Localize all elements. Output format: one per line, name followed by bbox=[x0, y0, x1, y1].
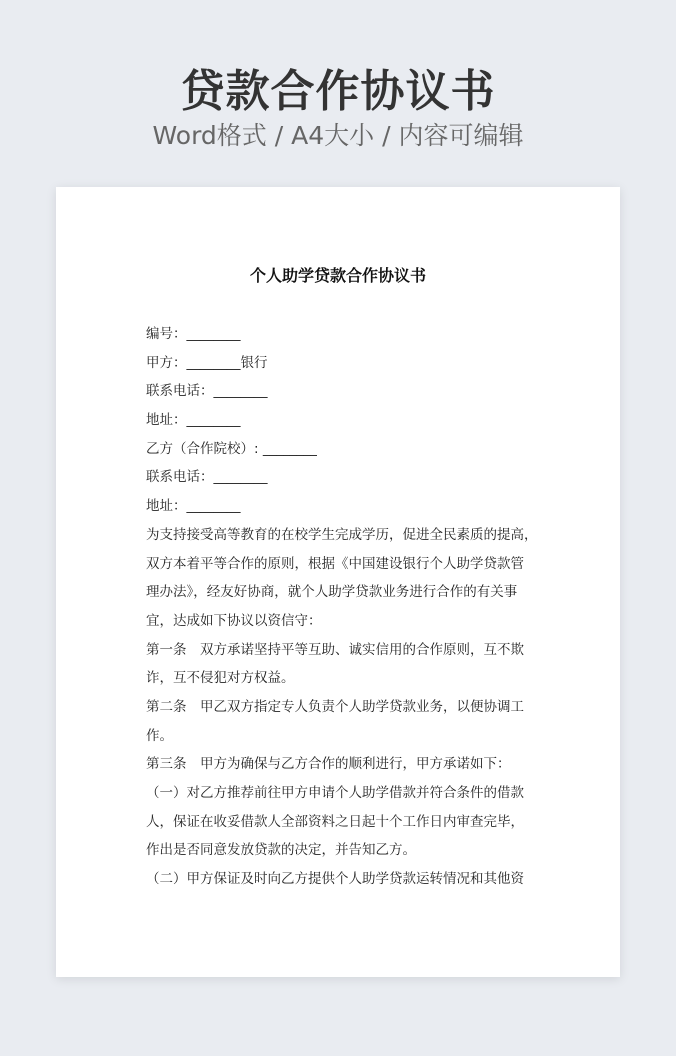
page-title: 贷款合作协议书 bbox=[180, 66, 496, 117]
paragraph-line: 第二条 甲乙双方指定专人负责个人助学贷款业务，以便协调工 bbox=[146, 698, 524, 715]
field-number: 编号：________ bbox=[146, 326, 241, 342]
field-party-a-phone: 联系电话：________ bbox=[146, 383, 268, 400]
field-party-b: 乙方（合作院校）: ________ bbox=[146, 440, 317, 457]
paragraph-line: 作出是否同意发放贷款的决定，并告知乙方。 bbox=[146, 842, 416, 859]
page-subtitle: Word格式 / A4大小 / 内容可编辑 bbox=[152, 121, 524, 150]
paragraph-article-1 bbox=[146, 636, 546, 693]
field-party-b-phone: 联系电话：________ bbox=[146, 469, 268, 486]
paragraph-line: 为支持接受高等教育的在校学生完成学历，促进全民素质的提高， bbox=[146, 526, 538, 543]
paragraph-preamble bbox=[146, 521, 546, 636]
paragraph-item-2 bbox=[146, 865, 546, 894]
paragraph-line: 第一条 双方承诺坚持平等互助、诚实信用的合作原则，互不欺 bbox=[146, 641, 524, 658]
paragraph-line: 人，保证在收妥借款人全部资料之日起十个工作日内审查完毕， bbox=[146, 813, 524, 830]
paragraph-item-1 bbox=[146, 779, 546, 865]
document-page bbox=[56, 187, 620, 977]
paragraph-line: 诈，互不侵犯对方权益。 bbox=[146, 670, 295, 687]
paragraph-line: （一）对乙方推荐前往甲方申请个人助学借款并符合条件的借款 bbox=[146, 785, 524, 801]
document-body bbox=[146, 320, 546, 894]
page-header bbox=[0, 0, 676, 180]
field-party-a: 甲方：________银行 bbox=[146, 354, 268, 371]
paragraph-line: 理办法》，经友好协商，就个人助学贷款业务进行合作的有关事 bbox=[146, 584, 518, 601]
paragraph-line: （二）甲方保证及时向乙方提供个人助学贷款运转情况和其他资 bbox=[146, 871, 524, 888]
field-party-b-address: 地址：________ bbox=[146, 498, 241, 515]
paragraph-article-3 bbox=[146, 750, 546, 779]
paragraph-line: 宜，达成如下协议以资信守： bbox=[146, 612, 322, 629]
document-title: 个人助学贷款合作协议书 bbox=[249, 266, 426, 285]
paragraph-line: 双方本着平等合作的原则，根据《中国建设银行个人助学贷款管 bbox=[146, 555, 524, 572]
paragraph-article-2 bbox=[146, 693, 546, 750]
field-party-a-address: 地址：________ bbox=[146, 412, 241, 429]
paragraph-line: 第三条 甲方为确保与乙方合作的顺利进行，甲方承诺如下： bbox=[146, 756, 511, 773]
paragraph-line: 作。 bbox=[146, 727, 173, 744]
